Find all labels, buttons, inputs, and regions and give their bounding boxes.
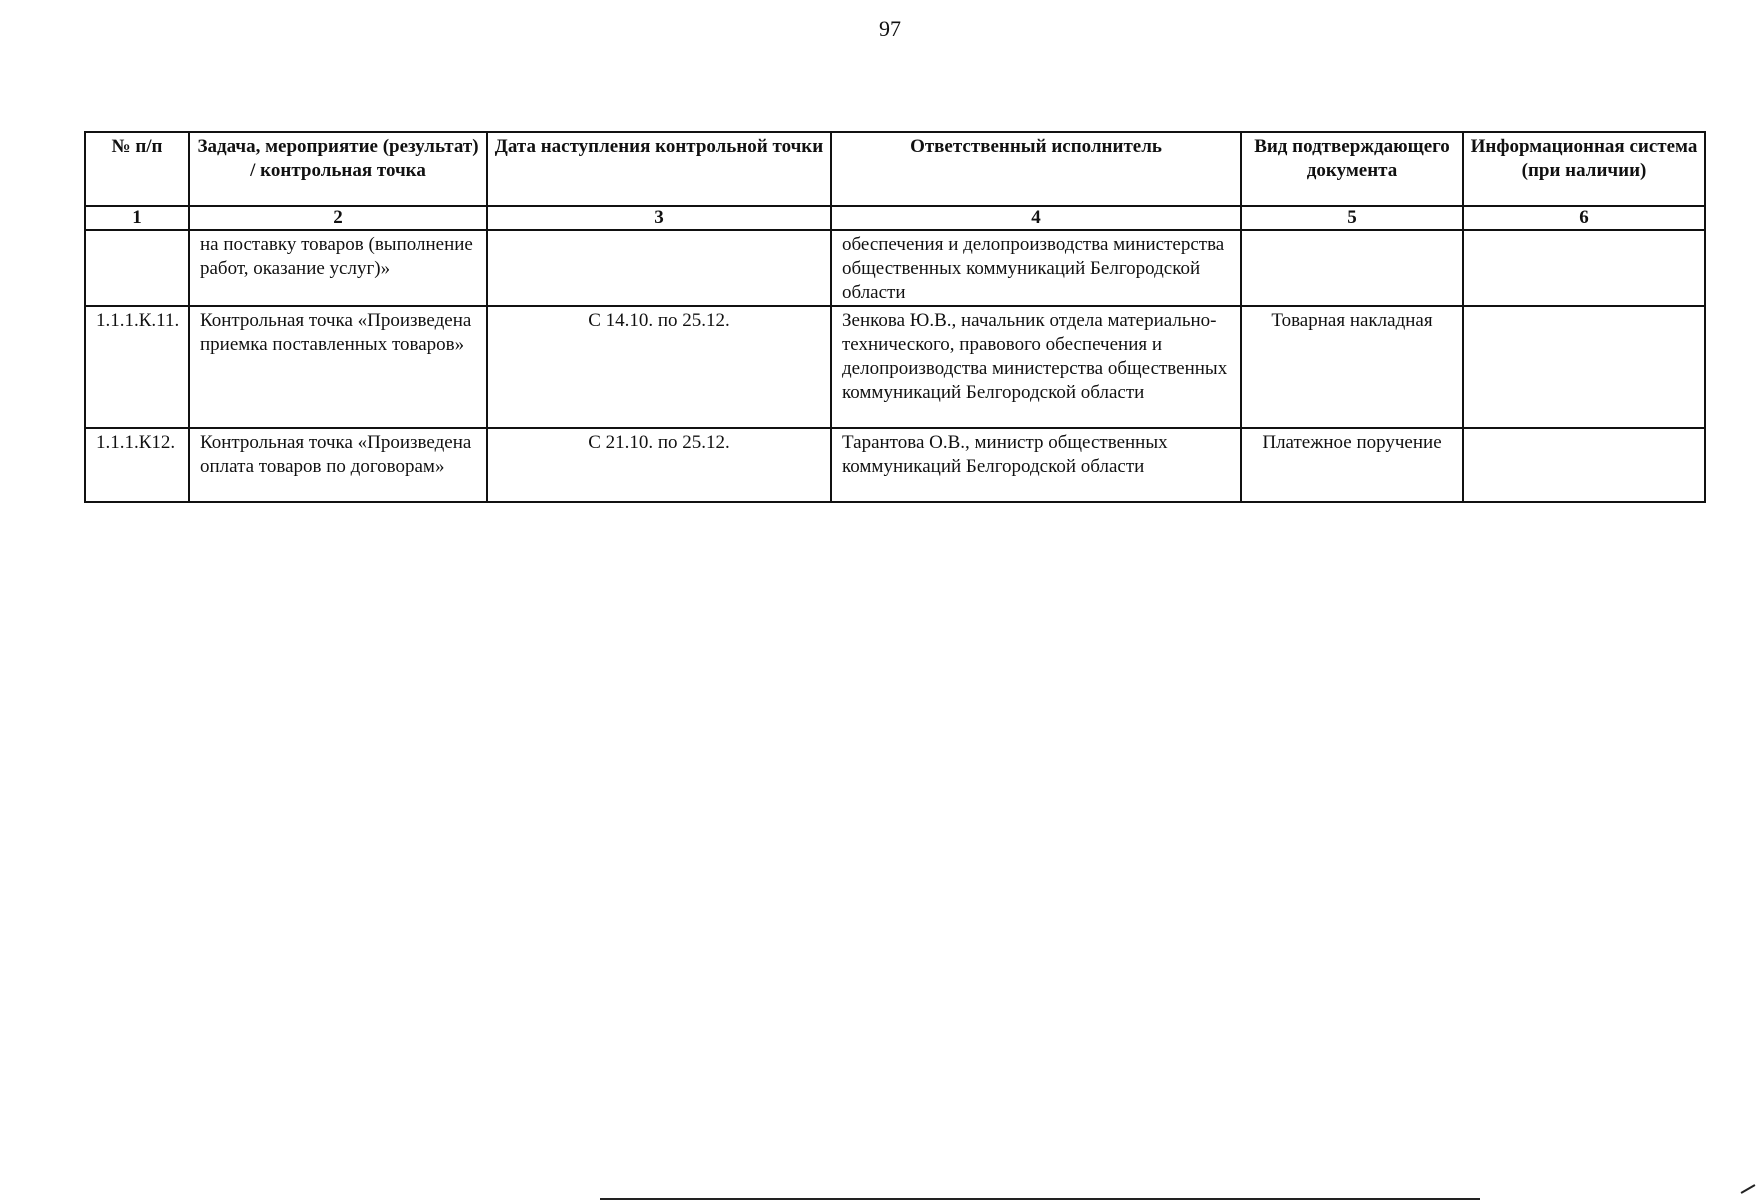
column-number-row <box>85 206 1705 230</box>
column-number: 2 <box>189 206 487 230</box>
row-document: Платежное поручение <box>1241 428 1463 502</box>
column-number: 4 <box>831 206 1241 230</box>
corner-mark <box>1741 1184 1756 1194</box>
row-task: Контрольная точка «Произведена оплата товаров по договорам» <box>189 428 487 502</box>
row-document: Товарная накладная <box>1241 306 1463 428</box>
row-executor: Тарантова О.В., министр общественных коммуникаций Белгородской области <box>831 428 1241 502</box>
row-number: 1.1.1.К.11. <box>85 306 189 428</box>
row-executor: Зенкова Ю.В., начальник отдела материально-технического, правового обеспечения и делопроизводства министерства общественных коммуникаций Белгородской области <box>831 306 1241 428</box>
row-number <box>85 230 189 306</box>
row-document <box>1241 230 1463 306</box>
row-number: 1.1.1.К12. <box>85 428 189 502</box>
header-system: Информационная система (при наличии) <box>1463 132 1705 206</box>
row-date <box>487 230 831 306</box>
header-document: Вид подтверждающего документа <box>1241 132 1463 206</box>
column-number: 3 <box>487 206 831 230</box>
table-row <box>85 306 1705 428</box>
page-number: 97 <box>879 16 901 41</box>
column-number: 1 <box>85 206 189 230</box>
row-date: С 21.10. по 25.12. <box>487 428 831 502</box>
row-date: С 14.10. по 25.12. <box>487 306 831 428</box>
column-number: 6 <box>1463 206 1705 230</box>
table-row <box>85 230 1705 306</box>
header-row <box>85 132 1705 206</box>
row-system <box>1463 230 1705 306</box>
header-date: Дата наступления контрольной точки <box>487 132 831 206</box>
control-points-table <box>84 131 1706 503</box>
row-system <box>1463 428 1705 502</box>
table-row <box>85 428 1705 502</box>
row-executor: обеспечения и делопроизводства министерства общественных коммуникаций Белгородской области <box>831 230 1241 306</box>
header-executor: Ответственный исполнитель <box>831 132 1241 206</box>
row-task: на поставку товаров (выполнение работ, оказание услуг)» <box>189 230 487 306</box>
header-num: № п/п <box>85 132 189 206</box>
row-system <box>1463 306 1705 428</box>
column-number: 5 <box>1241 206 1463 230</box>
header-task: Задача, мероприятие (результат) / контрольная точка <box>189 132 487 206</box>
row-task: Контрольная точка «Произведена приемка поставленных товаров» <box>189 306 487 428</box>
